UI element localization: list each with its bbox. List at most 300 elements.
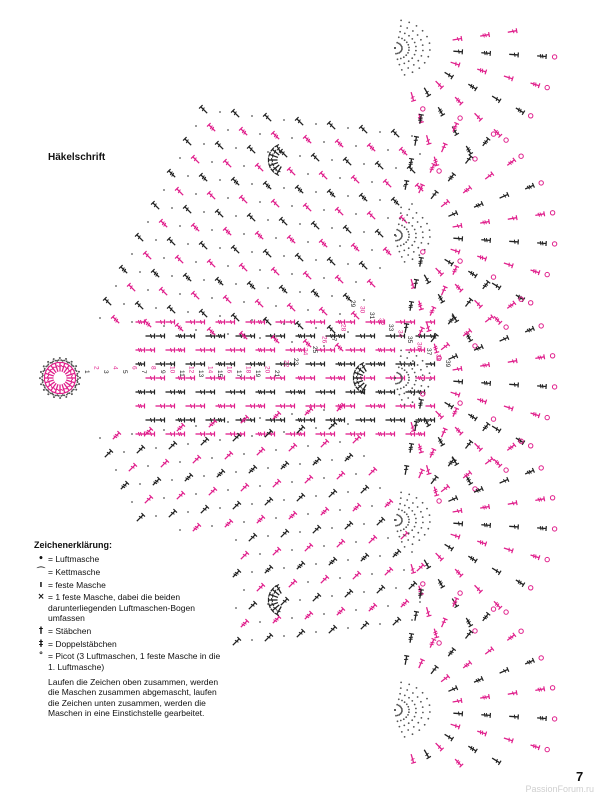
chain-dot	[404, 261, 406, 263]
chain-dot	[415, 518, 417, 520]
chain-dot	[387, 537, 389, 539]
chain-dot	[243, 521, 245, 523]
chain-dot	[404, 695, 406, 697]
chain-dot	[427, 528, 429, 530]
legend-text: = Doppelstäbchen	[48, 638, 117, 649]
chain-dot	[411, 700, 413, 702]
chain-dot	[203, 211, 205, 213]
chain-dot	[267, 287, 269, 289]
stitch-mark	[447, 685, 457, 693]
stitch-mark	[279, 597, 289, 607]
stitch-mark	[159, 459, 169, 469]
stitch-mark	[499, 335, 509, 343]
stitch-mark	[287, 167, 297, 177]
chain-dot	[398, 223, 400, 225]
chain-dot	[403, 386, 405, 388]
treble-stitch-mark	[530, 411, 540, 419]
chain-dot	[323, 141, 325, 143]
chain-dot	[355, 145, 357, 147]
chain-dot	[67, 362, 69, 364]
stitch-mark	[103, 449, 113, 459]
stitch-mark	[316, 404, 325, 409]
stitch-mark	[424, 464, 431, 474]
chain-dot	[195, 193, 197, 195]
treble-stitch-mark	[216, 334, 225, 339]
row-number: 27	[330, 334, 337, 342]
legend-text: = feste Masche	[48, 579, 106, 590]
chain-dot	[339, 313, 341, 315]
chain-dot	[99, 437, 101, 439]
stitch-mark	[346, 390, 355, 395]
stitch-mark	[453, 49, 462, 55]
stitch-mark	[335, 539, 345, 549]
stitch-mark	[226, 348, 235, 353]
stitch-mark	[429, 475, 438, 485]
treble-stitch-mark	[256, 404, 265, 409]
chain-dot	[404, 404, 406, 406]
stitch-mark	[386, 432, 395, 437]
chain-dot	[422, 50, 424, 52]
chain-dot	[235, 147, 237, 149]
chain-dot	[408, 247, 410, 249]
treble-stitch-mark	[530, 553, 540, 561]
stitch-mark	[186, 334, 195, 339]
chain-dot	[267, 151, 269, 153]
treble-stitch-mark	[231, 569, 241, 579]
chain-dot	[163, 497, 165, 499]
treble-stitch-mark	[515, 578, 525, 587]
picot-mark	[529, 301, 533, 305]
treble-stitch-mark	[327, 557, 337, 567]
chain-dot	[203, 143, 205, 145]
chain-dot	[195, 493, 197, 495]
chain-dot	[76, 370, 78, 372]
treble-stitch-mark	[376, 432, 385, 437]
row-number: 32	[377, 318, 385, 326]
chain-dot	[315, 495, 317, 497]
chain-dot	[75, 385, 77, 387]
stitch-mark	[452, 508, 462, 514]
stitch-mark	[366, 334, 375, 339]
stitch-mark	[127, 463, 137, 473]
stitch-mark	[406, 362, 415, 367]
stitch-mark	[326, 432, 335, 437]
chain-dot	[76, 380, 78, 382]
legend-item-staebchen	[34, 626, 224, 637]
chain-dot	[398, 239, 400, 241]
chain-dot	[59, 357, 61, 359]
chain-dot	[267, 467, 269, 469]
chain-dot	[412, 733, 414, 735]
stitch-mark	[215, 209, 225, 219]
chain-dot	[400, 720, 402, 722]
stitch-mark	[453, 379, 462, 385]
stitch-mark	[276, 334, 285, 339]
legend-text: = Luftmasche	[48, 554, 100, 565]
chain-dot	[401, 256, 403, 258]
treble-stitch-mark	[111, 431, 121, 441]
chain-dot	[363, 299, 365, 301]
stitch-mark	[422, 417, 431, 427]
chain-dot	[417, 696, 419, 698]
treble-stitch-mark	[535, 354, 545, 360]
chain-dot	[75, 389, 77, 391]
treble-stitch-mark	[481, 712, 490, 718]
page-title: Häkelschrift	[48, 152, 106, 163]
chain-dot	[411, 244, 413, 246]
stitch-mark	[335, 275, 345, 285]
stitch-mark	[443, 732, 453, 741]
stitch-mark	[196, 362, 205, 367]
picot-mark	[458, 259, 462, 263]
treble-stitch-mark	[303, 135, 313, 145]
treble-stitch-mark	[416, 443, 423, 453]
chain-dot	[422, 217, 424, 219]
chain-dot	[399, 503, 401, 505]
stitch-mark	[452, 36, 462, 42]
stitch-mark	[295, 493, 305, 503]
row-number: 36	[415, 342, 423, 350]
treble-stitch-mark	[530, 743, 540, 751]
treble-stitch-mark	[295, 185, 305, 195]
chain-dot	[400, 530, 402, 532]
chain-dot	[394, 377, 396, 379]
chain-dot	[55, 360, 57, 362]
row-number: 31	[368, 312, 375, 320]
picot-mark	[539, 466, 543, 470]
chain-dot	[415, 46, 417, 48]
stitch-mark	[303, 203, 313, 213]
picot-mark	[421, 582, 425, 586]
treble-stitch-mark	[256, 432, 265, 437]
chain-dot	[75, 365, 77, 367]
chain-dot	[399, 394, 401, 396]
chain-dot	[227, 421, 229, 423]
treble-stitch-mark	[473, 676, 483, 684]
chain-dot	[408, 709, 410, 711]
stitch-mark	[199, 437, 209, 447]
treble-stitch-mark	[351, 243, 361, 253]
stitch-mark	[452, 223, 462, 229]
treble-stitch-mark	[391, 549, 401, 559]
chain-dot	[243, 301, 245, 303]
chain-dot	[403, 185, 405, 187]
chain-dot	[219, 111, 221, 113]
chain-dot	[42, 373, 44, 375]
chain-dot	[403, 243, 405, 245]
stitch-mark	[186, 418, 195, 423]
stitch-mark	[191, 155, 201, 165]
chain-dot	[424, 724, 426, 726]
stitch-mark	[473, 299, 483, 309]
chain-dot	[400, 245, 402, 247]
stitch-mark	[286, 320, 295, 325]
chain-dot	[417, 60, 419, 62]
stitch-mark	[367, 211, 377, 221]
picot-mark	[504, 468, 508, 472]
stitch-mark	[503, 546, 513, 554]
treble-stitch-mark	[215, 469, 225, 479]
stitch-mark	[491, 566, 501, 575]
chain-dot	[315, 123, 317, 125]
stitch-mark	[359, 125, 369, 135]
chain-dot	[323, 409, 325, 411]
stitch-mark	[351, 175, 361, 185]
treble-stitch-mark	[481, 237, 490, 243]
stitch-mark	[45, 376, 54, 381]
stitch-mark	[509, 382, 518, 388]
chain-dot	[387, 149, 389, 151]
legend	[34, 540, 224, 719]
stitch-mark	[422, 559, 431, 569]
chain-dot	[59, 397, 61, 399]
stitch-mark	[484, 315, 494, 324]
chain-dot	[339, 441, 341, 443]
stitch-mark	[295, 117, 305, 127]
stitch-mark	[375, 585, 385, 595]
chain-dot	[400, 212, 402, 214]
stitch-mark	[507, 690, 517, 696]
row-number: 26	[320, 336, 328, 344]
stitch-mark	[507, 28, 517, 34]
stitch-mark	[396, 320, 405, 325]
treble-stitch-mark	[506, 158, 516, 167]
chain-dot	[195, 329, 197, 331]
chain-dot	[407, 539, 409, 541]
legend-item-feste-masche-bogen	[34, 592, 224, 624]
chain-dot	[429, 711, 431, 713]
treble-stitch-mark	[453, 567, 463, 577]
treble-stitch-mark	[436, 293, 445, 303]
stitch-mark	[484, 647, 494, 656]
page-number: 7	[576, 769, 584, 784]
chain-dot	[211, 229, 213, 231]
stitch-mark	[383, 567, 393, 577]
chain-dot	[411, 203, 413, 205]
chain-dot	[397, 388, 399, 390]
chain-dot	[299, 463, 301, 465]
stitch-mark	[246, 376, 255, 381]
treble-stitch-mark	[537, 525, 546, 531]
picot-mark	[519, 629, 523, 633]
treble-stitch-mark	[255, 515, 265, 525]
chain-dot	[407, 254, 409, 256]
chain-dot	[78, 383, 80, 385]
chain-dot	[397, 715, 399, 717]
stitch-mark	[366, 362, 375, 367]
stitch-mark	[206, 390, 215, 395]
stitch-mark	[473, 584, 483, 594]
chain-dot	[47, 393, 49, 395]
stitch-mark	[215, 141, 225, 151]
treble-stitch-mark	[432, 628, 439, 638]
stitch-mark	[247, 533, 257, 543]
stitch-mark	[407, 581, 417, 591]
picot-mark	[504, 138, 508, 142]
chain-dot	[395, 383, 397, 385]
chain-dot	[275, 305, 277, 307]
chain-dot	[399, 693, 401, 695]
chain-dot	[417, 506, 419, 508]
chain-dot	[219, 179, 221, 181]
stitch-mark	[316, 432, 325, 437]
chain-dot	[155, 239, 157, 241]
picot-mark	[491, 607, 495, 611]
chain-dot	[394, 47, 396, 49]
treble-stitch-mark	[453, 425, 463, 435]
chain-dot	[44, 387, 46, 389]
stitch-mark	[319, 575, 329, 585]
chain-dot	[44, 368, 46, 370]
chain-dot	[147, 289, 149, 291]
picot-mark	[458, 401, 462, 405]
stitch-mark	[135, 513, 145, 523]
stitch-mark	[409, 753, 416, 763]
stitch-mark	[366, 404, 375, 409]
row-number: 28	[339, 324, 347, 332]
chain-dot	[429, 379, 431, 381]
chain-dot	[405, 54, 407, 56]
chain-dot	[422, 30, 424, 32]
chain-dot	[339, 577, 341, 579]
stitch-mark	[247, 145, 257, 155]
chain-dot	[71, 391, 73, 393]
stitch-mark	[199, 241, 209, 251]
chain-dot	[400, 682, 402, 684]
treble-stitch-mark	[191, 523, 201, 533]
treble-stitch-mark	[159, 219, 169, 229]
stitch-mark	[271, 479, 281, 489]
chain-dot	[379, 623, 381, 625]
chain-dot	[74, 368, 76, 370]
stitch-mark	[255, 583, 265, 593]
stitch-mark	[316, 390, 325, 395]
stitch-mark	[316, 320, 325, 325]
treble-stitch-mark	[136, 432, 145, 437]
treble-stitch-mark	[199, 173, 209, 183]
stitch-mark	[356, 348, 365, 353]
treble-stitch-mark	[524, 326, 534, 334]
stitch-mark	[286, 432, 295, 437]
treble-stitch-mark	[175, 323, 185, 333]
chain-dot	[401, 731, 403, 733]
stitch-mark	[507, 500, 517, 506]
stitch-mark	[367, 467, 377, 477]
stitch-mark	[135, 445, 145, 455]
chain-dot	[422, 516, 424, 518]
stitch-mark	[206, 334, 215, 339]
chain-dot	[397, 383, 399, 385]
watermark: PassionForum.ru	[525, 784, 594, 794]
chain-dot	[47, 364, 49, 366]
treble-stitch-mark	[417, 257, 423, 267]
chain-dot	[421, 55, 423, 57]
chain-dot	[416, 25, 418, 27]
row-number: 5	[121, 370, 128, 374]
stitch-mark	[167, 441, 177, 451]
stitch-mark	[386, 390, 395, 395]
stitch-mark	[226, 432, 235, 437]
chain-dot	[211, 161, 213, 163]
stitch-mark	[327, 421, 337, 431]
chain-dot	[414, 241, 416, 243]
stitch-mark	[231, 109, 241, 119]
chain-dot	[307, 173, 309, 175]
chain-dot	[379, 487, 381, 489]
chain-dot	[408, 379, 410, 381]
chain-dot	[64, 395, 66, 397]
chain-dot	[79, 377, 81, 379]
treble-stitch-mark	[335, 139, 345, 149]
treble-stitch-mark	[428, 306, 436, 316]
stitch-mark	[464, 298, 473, 308]
treble-stitch-mark	[111, 315, 121, 325]
treble-stitch-mark	[263, 565, 273, 575]
stitch-mark	[453, 236, 462, 242]
treble-stitch-mark	[167, 169, 177, 179]
chain-dot	[251, 115, 253, 117]
chain-dot	[401, 368, 403, 370]
chain-dot	[397, 245, 399, 247]
chain-dot	[414, 526, 416, 528]
stitch-mark	[231, 637, 241, 647]
chain-dot	[267, 535, 269, 537]
chain-dot	[179, 529, 181, 531]
chain-dot	[420, 226, 422, 228]
stitch-mark	[443, 257, 453, 266]
row-number: 24	[301, 348, 309, 356]
chain-dot	[412, 30, 414, 32]
chain-dot	[379, 199, 381, 201]
stitch-mark	[175, 187, 185, 197]
treble-stitch-mark	[416, 300, 423, 310]
chain-dot	[400, 355, 402, 357]
treble-stitch-mark	[376, 390, 385, 395]
chain-dot	[408, 234, 410, 236]
row-number: 39	[444, 360, 451, 368]
treble-stitch-mark	[399, 147, 409, 157]
chain-dot	[422, 231, 424, 233]
chain-dot	[398, 524, 400, 526]
chain-dot	[399, 31, 401, 33]
chain-dot	[420, 369, 422, 371]
stitch-mark	[263, 497, 273, 507]
stitch-mark	[246, 404, 255, 409]
stitch-mark	[356, 432, 365, 437]
stitch-mark	[276, 418, 285, 423]
row-number: 18	[244, 366, 252, 374]
treble-stitch-mark	[319, 507, 329, 517]
stitch-mark	[135, 233, 145, 243]
stitch-mark	[311, 593, 321, 603]
row-number: 14	[206, 366, 214, 374]
chain-dot	[403, 250, 405, 252]
picot-mark	[458, 591, 462, 595]
stitch-mark	[391, 617, 401, 627]
stitch-mark	[326, 418, 335, 423]
chain-dot	[347, 195, 349, 197]
stitch-mark	[271, 267, 281, 277]
stitch-mark	[247, 601, 257, 611]
treble-stitch-mark	[480, 362, 490, 368]
chain-dot	[77, 381, 79, 383]
stitch-mark	[434, 409, 444, 419]
row-number: 37	[425, 348, 432, 356]
chain-dot	[397, 525, 399, 527]
treble-stitch-mark	[271, 131, 281, 141]
picot-mark	[473, 157, 477, 161]
chain-dot	[418, 539, 420, 541]
